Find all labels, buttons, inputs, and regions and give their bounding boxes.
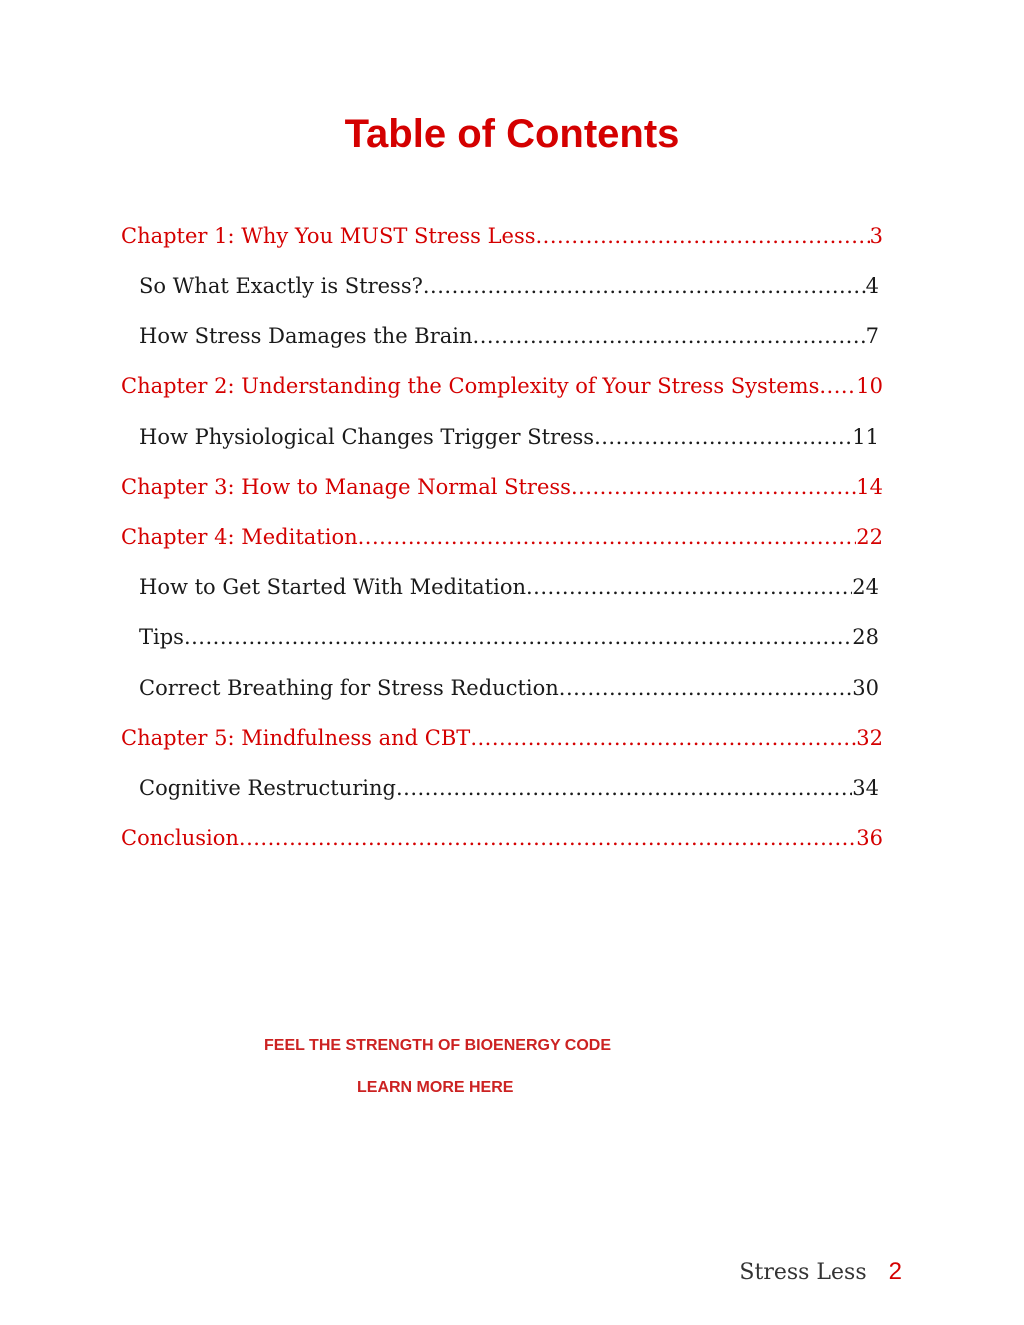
toc-entry-chapter-4[interactable] [121,523,883,551]
dot-leader [571,473,856,501]
toc-entry-label: Chapter 5: Mindfulness and CBT [121,726,471,750]
toc-entry-label: Tips [139,625,184,649]
toc-entry-page: 36 [856,826,883,850]
toc-entry-label: Cognitive Restructuring [139,776,396,800]
dot-leader [559,674,852,702]
toc-entry-correct-breathing[interactable] [139,674,879,702]
toc-entry-chapter-3[interactable] [121,473,883,501]
toc-entry-page: 14 [856,475,883,499]
toc-entry-page: 11 [852,425,879,449]
toc-entry-page: 30 [852,676,879,700]
page-footer [739,1258,902,1286]
toc-entry-chapter-5[interactable] [121,724,883,752]
toc-entry-physiological-changes[interactable] [139,423,879,451]
toc-entry-tips[interactable] [139,623,879,651]
bioenergy-code-promo-link[interactable]: FEEL THE STRENGTH OF BIOENERGY CODE [264,1037,611,1054]
toc-entry-label: Chapter 2: Understanding the Complexity of Your Stress Systems [121,374,820,398]
toc-entry-page: 3 [869,224,883,248]
toc-entry-page: 10 [856,374,883,398]
dot-leader [184,623,852,651]
dot-leader [473,322,866,350]
page-number: 2 [888,1258,902,1285]
toc-entry-chapter-2[interactable] [121,372,883,400]
dot-leader [396,774,852,802]
page-title: Table of Contents [344,112,680,156]
toc-entry-label: How Stress Damages the Brain [139,324,473,348]
toc-entry-page: 24 [852,575,879,599]
dot-leader [526,573,852,601]
toc-entry-label: Chapter 1: Why You MUST Stress Less [121,224,536,248]
toc-entry-label: So What Exactly is Stress? [139,274,423,298]
dot-leader [358,523,857,551]
toc-entry-page: 22 [856,525,883,549]
toc-entry-label: How Physiological Changes Trigger Stress [139,425,595,449]
toc-entry-page: 34 [852,776,879,800]
dot-leader [819,372,856,400]
toc-entry-page: 28 [852,625,879,649]
toc-entry-label: How to Get Started With Meditation [139,575,526,599]
footer-book-title: Stress Less [739,1260,867,1285]
dot-leader [423,272,866,300]
toc-entry-label: Chapter 4: Meditation [121,525,358,549]
dot-leader [594,423,852,451]
toc-entry-conclusion[interactable] [121,824,883,852]
learn-more-link[interactable]: LEARN MORE HERE [357,1079,514,1096]
toc-entry-label: Conclusion [121,826,239,850]
toc-entry-page: 4 [865,274,879,298]
dot-leader [536,222,870,250]
toc-entry-label: Chapter 3: How to Manage Normal Stress [121,475,571,499]
toc-entry-cognitive-restructuring[interactable] [139,774,879,802]
toc-entry-page: 32 [856,726,883,750]
toc-entry-get-started-meditation[interactable] [139,573,879,601]
toc-entry-stress-damages-brain[interactable] [139,322,879,350]
dot-leader [470,724,856,752]
toc-entry-chapter-1[interactable] [121,222,883,250]
toc-entry-what-is-stress[interactable] [139,272,879,300]
dot-leader [239,824,856,852]
toc-entry-label: Correct Breathing for Stress Reduction [139,676,559,700]
toc-entry-page: 7 [865,324,879,348]
